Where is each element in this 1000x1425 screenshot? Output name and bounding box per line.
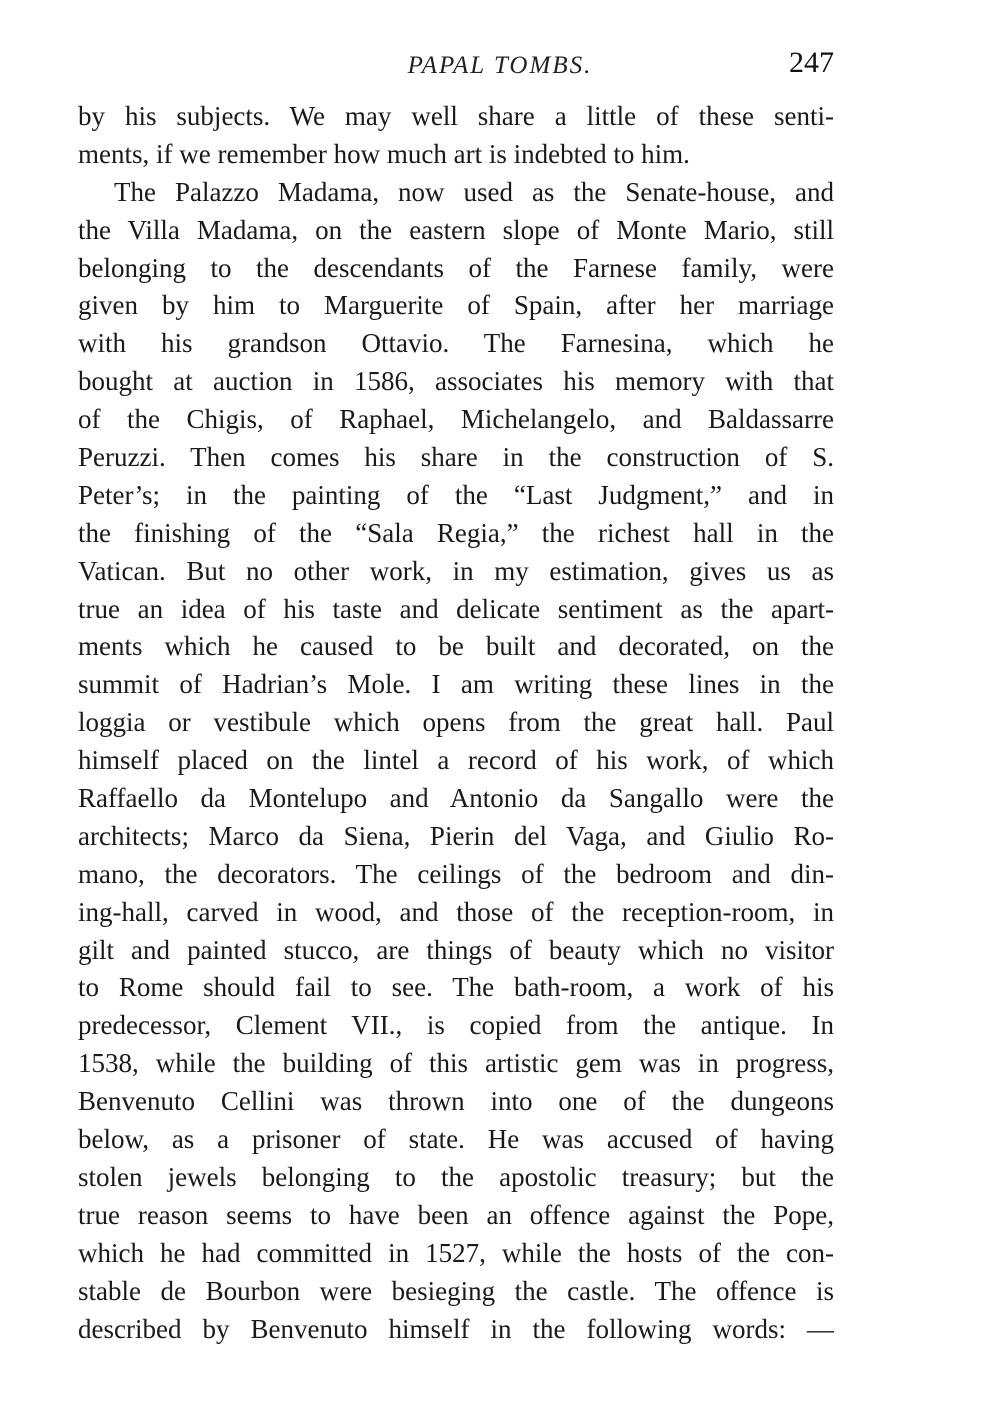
text-line: himself placed on the lintel a record of his work, of which — [78, 745, 834, 776]
text-line: true an idea of his taste and delicate sentiment as the apart- — [78, 593, 834, 624]
text-line: ments, if we remember how much art is indebted to him. — [78, 138, 690, 169]
text-line: the Villa Madama, on the eastern slope of Monte Mario, still — [78, 214, 834, 245]
body-text — [78, 98, 834, 1348]
text-line: belonging to the descendants of the Farnese family, were — [78, 252, 834, 283]
text-line: true reason seems to have been an offence against the Pope, — [78, 1199, 834, 1230]
text-line: Peruzzi. Then comes his share in the construction of S. — [78, 442, 834, 473]
page-number: 247 — [789, 46, 834, 79]
text-line: loggia or vestibule which opens from the great hall. Paul — [78, 707, 834, 738]
text-line: 1538, while the building of this artistic gem was in progress, — [78, 1048, 834, 1079]
text-line: ments which he caused to be built and decorated, on the — [78, 631, 834, 662]
text-line: below, as a prisoner of state. He was accused of having — [78, 1124, 834, 1155]
text-line: by his subjects. We may well share a little of these senti- — [78, 101, 834, 131]
text-line: stolen jewels belonging to the apostolic treasury; but the — [78, 1161, 834, 1192]
text-line: gilt and painted stucco, are things of beauty which no visitor — [78, 934, 834, 965]
text-line: which he had committed in 1527, while the hosts of the con- — [78, 1237, 834, 1268]
text-line: Peter’s; in the painting of the “Last Judgment,” and in — [78, 479, 834, 510]
text-line: with his grandson Ottavio. The Farnesina, which he — [78, 328, 834, 359]
text-line: bought at auction in 1586, associates his memory with that — [78, 366, 834, 397]
text-line: architects; Marco da Siena, Pierin del Vaga, and Giulio Ro- — [78, 820, 834, 851]
running-head — [0, 46, 1000, 86]
text-line: mano, the decorators. The ceilings of the bedroom and din- — [78, 858, 834, 889]
text-line: to Rome should fail to see. The bath-room, a work of his — [78, 972, 834, 1003]
text-line: Vatican. But no other work, in my estimation, gives us as — [78, 555, 834, 586]
text-line: stable de Bourbon were besieging the castle. The offence is — [78, 1275, 834, 1306]
text-line: The Palazzo Madama, now used as the Senate-house, and — [114, 176, 834, 207]
text-line: Raffaello da Montelupo and Antonio da Sangallo were the — [78, 783, 834, 814]
text-line: Benvenuto Cellini was thrown into one of the dungeons — [78, 1086, 834, 1117]
text-line: the finishing of the “Sala Regia,” the richest hall in the — [78, 517, 834, 548]
text-line: given by him to Marguerite of Spain, after her marriage — [78, 290, 834, 321]
text-line: described by Benvenuto himself in the following words: — — [78, 1313, 834, 1344]
text-line: summit of Hadrian’s Mole. I am writing these lines in the — [78, 669, 834, 700]
text-line: ing-hall, carved in wood, and those of the reception-room, in — [78, 896, 834, 927]
running-title: PAPAL TOMBS. — [407, 52, 593, 79]
text-line: of the Chigis, of Raphael, Michelangelo, and Baldassarre — [78, 404, 834, 435]
text-line: predecessor, Clement VII., is copied from the antique. In — [78, 1010, 834, 1041]
